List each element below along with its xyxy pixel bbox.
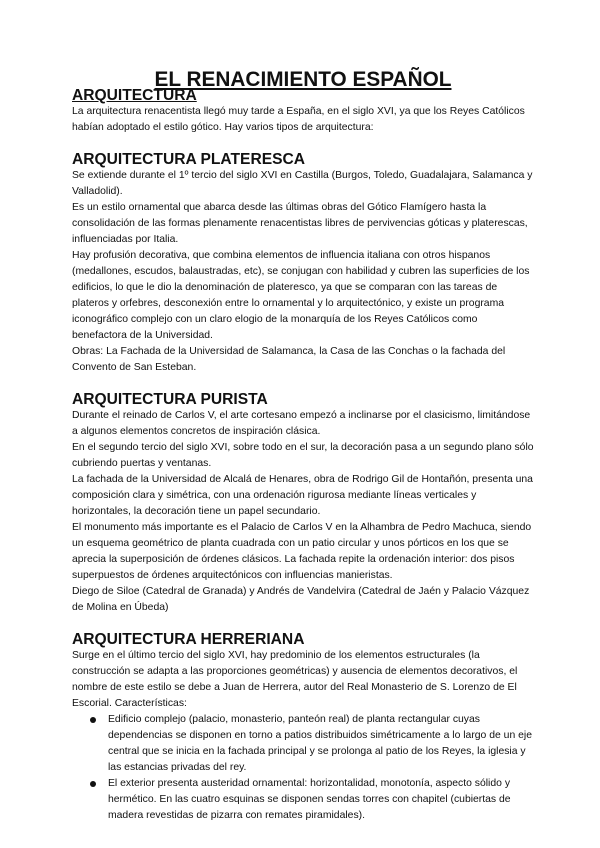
section-heading-purista: ARQUITECTURA PURISTA xyxy=(72,391,268,408)
list-item: El exterior presenta austeridad ornamental: horizontalidad, monotonía, aspecto sólido y hermético. En las cuatro esquinas se disponen sendas torres con chapitel (cubiertas de madera revestidas de pizarra con remates piramidales). xyxy=(108,776,534,824)
bullet-list xyxy=(72,712,534,824)
page-title: EL RENACIMIENTO ESPAÑOL xyxy=(154,68,452,91)
list-item: Edificio complejo (palacio, monasterio, panteón real) de planta rectangular cuyas dependencias se disponen en torno a patios distribuidos simétricamente a lo largo de un eje central que se inicia en la fachada principal y se prolonga al patio de los Reyes, la iglesia y las estancias privadas del rey. xyxy=(108,712,534,776)
section-heading-herreriana: ARQUITECTURA HERRERIANA xyxy=(72,631,305,648)
paragraph: La arquitectura renacentista llegó muy tarde a España, en el siglo XVI, ya que los Reyes Católicos habían adoptado el estilo gótico. Hay varios tipos de arquitectura: xyxy=(72,106,525,133)
paragraph: En el segundo tercio del siglo XVI, sobre todo en el sur, la decoración pasa a un segundo plano sólo cubriendo puertas y ventanas. xyxy=(72,442,534,469)
paragraph: Diego de Siloe (Catedral de Granada) y Andrés de Vandelvira (Catedral de Jaén y Palacio Vázquez de Molina en Úbeda) xyxy=(72,586,530,613)
section-heading-plateresca: ARQUITECTURA PLATERESCA xyxy=(72,151,306,168)
paragraph: El monumento más importante es el Palacio de Carlos V en la Alhambra de Pedro Machuca, siendo un esquema geométrico de planta cuadrada con un patio circular y unos pórticos en los que se aprecia la superposición de órdenes clásicos. La fachada repite la ordenación interior: dos pisos superpuestos de órdenes arquitectónicos con influencias manieristas. xyxy=(72,522,532,581)
paragraph: Durante el reinado de Carlos V, el arte cortesano empezó a inclinarse por el clasicismo, limitándose a algunos elementos concretos de inspiración clásica. xyxy=(72,410,531,437)
paragraph: Surge en el último tercio del siglo XVI, hay predominio de los elementos estructurales (la construcción se adapta a las proporciones geométricas) y ausencia de elementos decorativos, el nombre de este estilo se debe a Juan de Herrera, autor del Real Monasterio de S. Lorenzo de El Escorial. Características: xyxy=(72,650,518,709)
paragraph: Hay profusión decorativa, que combina elementos de influencia italiana con otros hispanos (medallones, escudos, balaustradas, etc), se conjugan con habilidad y cubren las superficies de los edificios, lo que le dio la denominación de plateresco, ya que se comparan con las tareas de plateros y orfebres, desconexión entre lo ornamental y lo arquitectónico, y existe un programa iconográfico complejo con un claro elogio de la monarquía de los Reyes Católicos como benefactora de la Universidad. xyxy=(72,250,530,341)
paragraph: Obras: La Fachada de la Universidad de Salamanca, la Casa de las Conchas o la fachada del Convento de San Esteban. xyxy=(72,346,506,373)
section-heading-arquitectura: ARQUITECTURA xyxy=(72,87,197,104)
paragraph: La fachada de la Universidad de Alcalá de Henares, obra de Rodrigo Gil de Hontañón, presenta una composición clara y simétrica, con una ordenación rigurosa mediante líneas verticales y horizontales, la decoración tiene un papel secundario. xyxy=(72,474,533,517)
paragraph: Es un estilo ornamental que abarca desde las últimas obras del Gótico Flamígero hasta la consolidación de las formas plenamente renacentistas libres de pervivencias góticas y platerescas, influenciadas por Italia. xyxy=(72,202,528,245)
paragraph: Se extiende durante el 1º tercio del siglo XVI en Castilla (Burgos, Toledo, Guadalajara, Salamanca y Valladolid). xyxy=(72,170,533,197)
document-body xyxy=(72,68,534,824)
